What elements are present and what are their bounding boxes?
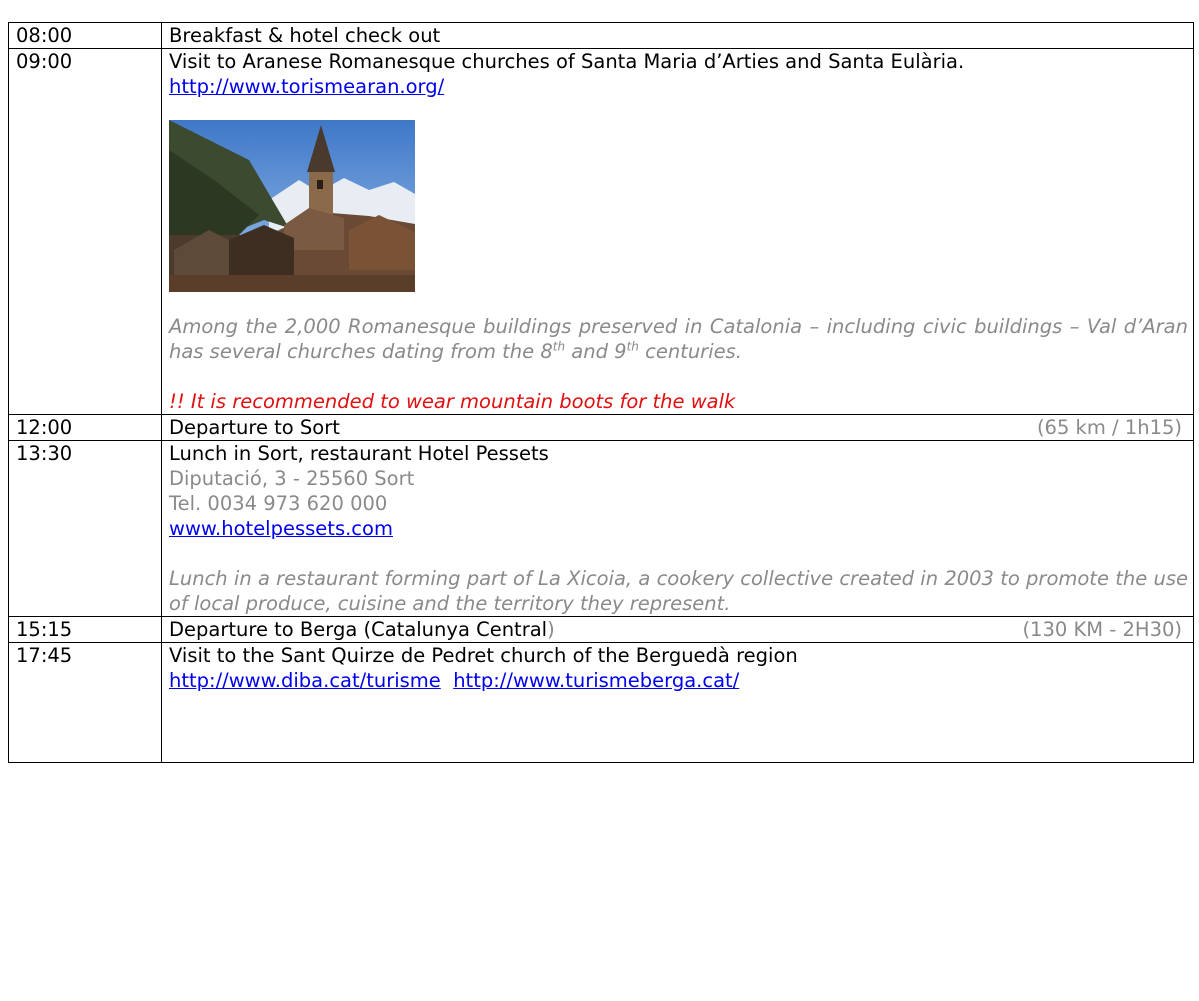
time-cell: 15:15: [9, 617, 162, 643]
table-row: [9, 23, 1194, 49]
tourism-link[interactable]: http://www.torismearan.org/: [169, 75, 445, 98]
distance-label: (130 KM - 2H30): [1022, 618, 1182, 641]
itinerary-table: [8, 22, 1194, 763]
address-text: Diputació, 3 - 25560 Sort: [169, 467, 415, 490]
activity-cell: [162, 643, 1194, 763]
activity-title: Visit to the Sant Quirze de Pedret church of the Berguedà region: [169, 644, 798, 667]
time-cell: 17:45: [9, 643, 162, 763]
church-description: Among the 2,000 Romanesque buildings preserved in Catalonia – including civic buildings – Val d’Aran has several churches dating from the 8th and 9th centuries.: [169, 315, 1188, 363]
phone-text: Tel. 0034 973 620 000: [169, 492, 388, 515]
time-cell: 09:00: [9, 49, 162, 415]
hotel-link[interactable]: www.hotelpessets.com: [169, 517, 393, 540]
activity-cell: Breakfast & hotel check out: [162, 23, 1194, 49]
lunch-description: Lunch in a restaurant forming part of La Xicoia, a cookery collective created in 2003 to promote the use of local produce, cuisine and the territory they represent.: [169, 567, 1188, 615]
diba-link[interactable]: http://www.diba.cat/turisme: [169, 669, 441, 692]
table-row: [9, 49, 1194, 415]
activity-cell: [162, 441, 1194, 617]
table-row: [9, 441, 1194, 617]
distance-label: (65 km / 1h15): [1036, 416, 1182, 439]
activity-title: Visit to Aranese Romanesque churches of Santa Maria d’Arties and Santa Eulària. http://www.torismearan.org/: [169, 50, 965, 98]
berga-link[interactable]: http://www.turismeberga.cat/: [453, 669, 740, 692]
activity-cell: Departure to Sort (65 km / 1h15): [162, 415, 1194, 441]
time-cell: 12:00: [9, 415, 162, 441]
time-cell: 08:00: [9, 23, 162, 49]
activity-title: Lunch in Sort, restaurant Hotel Pessets: [169, 442, 549, 465]
time-cell: 13:30: [9, 441, 162, 617]
boots-warning: !! It is recommended to wear mountain boots for the walk: [169, 390, 736, 413]
church-photo: [169, 120, 415, 292]
table-row: [9, 415, 1194, 441]
table-row: [9, 617, 1194, 643]
activity-cell: Departure to Berga (Catalunya Central) (130 KM - 2H30): [162, 617, 1194, 643]
activity-cell: [162, 49, 1194, 415]
table-row: [9, 643, 1194, 763]
